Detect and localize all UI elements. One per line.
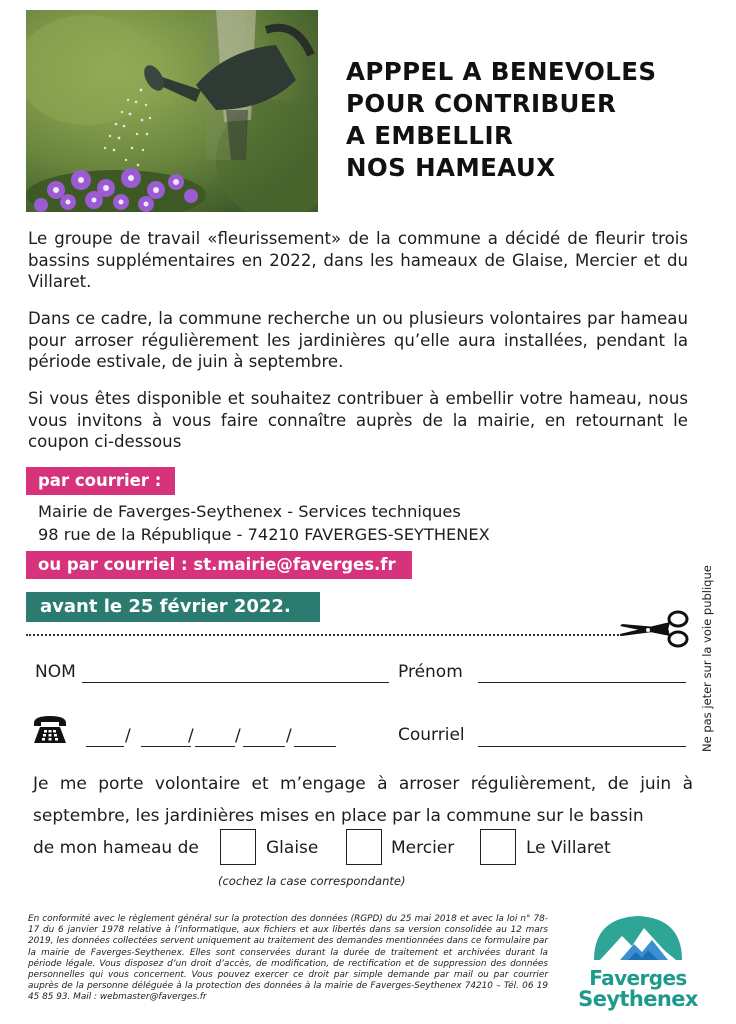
watering-can-flowers-image (26, 10, 318, 212)
nom-field[interactable] (82, 663, 389, 683)
mail-tag: par courrier : (26, 467, 175, 495)
postal-address (38, 500, 490, 546)
checkbox-hint: (cochez la case correspondante) (218, 874, 406, 888)
deadline-tag: avant le 25 février 2022. (26, 592, 320, 622)
telephone-icon (32, 714, 68, 750)
nom-label: NOM (35, 662, 76, 682)
intro-paragraph-3: Si vous êtes disponible et souhaitez contribuer à embellir votre hameau, nous vous invitons à vous faire connaître auprès de la mairie, en retournant le coupon ci-dessous (28, 389, 688, 451)
phone-separator: / (125, 726, 131, 746)
checkbox-le-villaret[interactable] (480, 829, 516, 865)
phone-separator: / (188, 726, 194, 746)
headline-line-4: NOS HAMEAUX (346, 153, 556, 182)
phone-separator: / (235, 726, 241, 746)
address-line-2: 98 rue de la République - 74210 FAVERGES-SEYTHENEX (38, 525, 490, 544)
email-tag[interactable]: ou par courriel : st.mairie@faverges.fr (26, 551, 412, 579)
checkbox-mercier[interactable] (346, 829, 382, 865)
phone-field-5[interactable] (294, 727, 336, 747)
logo-line-2: Seythenex (578, 987, 698, 1011)
headline-line-2: POUR CONTRIBUER (346, 89, 617, 118)
pledge-text: Je me porte volontaire et m’engage à arroser régulièrement, de juin à septembre, les jardinières mises en place par la commune sur le bassin (33, 774, 693, 826)
intro-paragraph-2: Dans ce cadre, la commune recherche un ou plusieurs volontaires par hameau pour arroser régulièrement les jardinières qu’elle aura installées, pendant la période estivale, de juin à septembre. (28, 309, 688, 371)
courriel-label: Courriel (398, 725, 465, 745)
phone-field-3[interactable] (195, 727, 235, 747)
prenom-field[interactable] (478, 663, 686, 683)
prenom-label: Prénom (398, 662, 463, 682)
intro-paragraph-1: Le groupe de travail «fleurissement» de la commune a décidé de fleurir trois bassins supplémentaires en 2022, dans les hameaux de Glaise, Mercier et du Villaret. (28, 229, 688, 291)
headline-line-3: A EMBELLIR (346, 121, 514, 150)
pledge-last-line: de mon hameau de (33, 838, 199, 858)
option-glaise-label: Glaise (266, 838, 319, 858)
headline-line-1: APPPEL A BENEVOLES (346, 57, 657, 86)
scissors-icon (618, 608, 690, 654)
checkbox-glaise[interactable] (220, 829, 256, 865)
logo-line-1: Faverges (589, 966, 687, 990)
cut-line (26, 634, 622, 636)
address-line-1: Mairie de Faverges-Seythenex - Services techniques (38, 502, 461, 521)
gdpr-notice: En conformité avec le règlement général sur la protection des données (RGPD) du 25 mai 2018 et avec la loi n° 78-17 du 6 janvier 1978 relative à l’informatique, aux fichiers et aux libertés dans sa version consolidée au 12 mars 2019, les données collectées servent uniquement au traitement des demandes mentionnées dans ce formulaire par la mairie de Faverges-Seythenex. Elles sont conservées durant la durée de traitement et archivées durant la période légale. Vous disposez d’un droit d’accès, de modification, de rectification et de suppression des données personnelles qui vous concernent. Vous pouvez exercer ce droit par simple demande par mail ou par courrier auprès de la personne déléguée à la protection des données à la mairie de Faverges-Seythenex 74210 – Tél. 06 19 45 85 93. Mail : webmaster@faverges.fr (28, 914, 548, 1003)
headline (346, 56, 726, 184)
phone-field-4[interactable] (243, 727, 285, 747)
phone-field-2[interactable] (141, 727, 191, 747)
option-le-villaret-label: Le Villaret (526, 838, 611, 858)
phone-field-1[interactable] (86, 727, 124, 747)
courriel-field[interactable] (478, 727, 686, 747)
phone-separator: / (286, 726, 292, 746)
watering-can-photo (26, 10, 318, 212)
option-mercier-label: Mercier (391, 838, 455, 858)
side-note: Ne pas jeter sur la voie publique (700, 565, 714, 752)
